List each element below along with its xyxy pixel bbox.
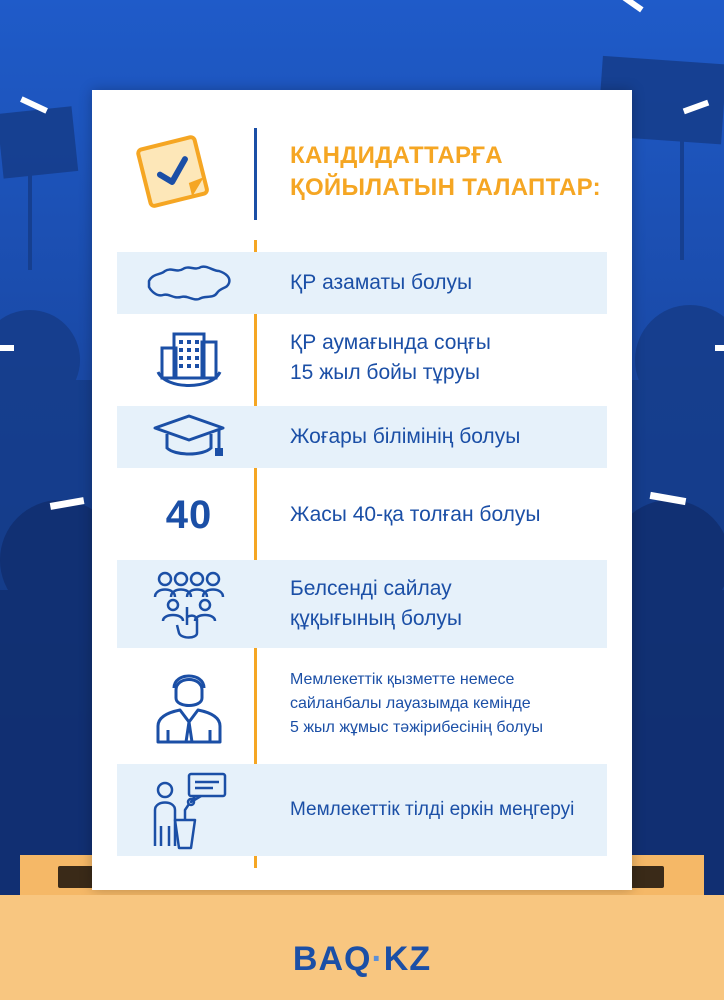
requirement-text: Мемлекеттік қызметте немесе сайланбалы лауазымда кемінде 5 жыл жұмыс тәжірибесінің болуы bbox=[290, 671, 543, 736]
requirement-item bbox=[117, 560, 607, 648]
graduation-cap-icon bbox=[137, 412, 241, 462]
requirement-text: Жоғары білімінің болуы bbox=[290, 425, 521, 448]
official-person-icon bbox=[137, 666, 241, 746]
requirement-text: Мемлекеттік тілді еркін меңгеруі bbox=[290, 799, 575, 820]
requirement-item bbox=[117, 476, 607, 554]
buildings-icon bbox=[137, 326, 241, 396]
requirement-text: ҚР азаматы болуы bbox=[290, 271, 473, 294]
page-title: КАНДИДАТТАРҒА ҚОЙЫЛАТЫН ТАЛАПТАР: bbox=[290, 142, 601, 201]
requirement-item bbox=[117, 656, 607, 756]
requirement-item bbox=[117, 322, 607, 400]
requirement-text: Жасы 40-қа толған болуы bbox=[290, 503, 541, 526]
requirement-text: Белсенді сайлау құқығының болуы bbox=[290, 577, 462, 630]
checklist-note-icon bbox=[130, 128, 220, 218]
age-40-icon: 40 bbox=[165, 492, 213, 537]
requirement-item bbox=[117, 252, 607, 314]
requirement-item bbox=[117, 406, 607, 468]
kazakhstan-map-icon bbox=[137, 260, 241, 306]
voters-hand-icon bbox=[137, 566, 241, 644]
speaker-podium-icon bbox=[137, 768, 241, 852]
requirement-text: ҚР аумағында соңғы 15 жыл бойы тұруы bbox=[290, 331, 491, 384]
header-divider bbox=[254, 128, 257, 220]
brand-logo: BAQ·KZ bbox=[292, 940, 432, 978]
requirement-item bbox=[117, 764, 607, 856]
